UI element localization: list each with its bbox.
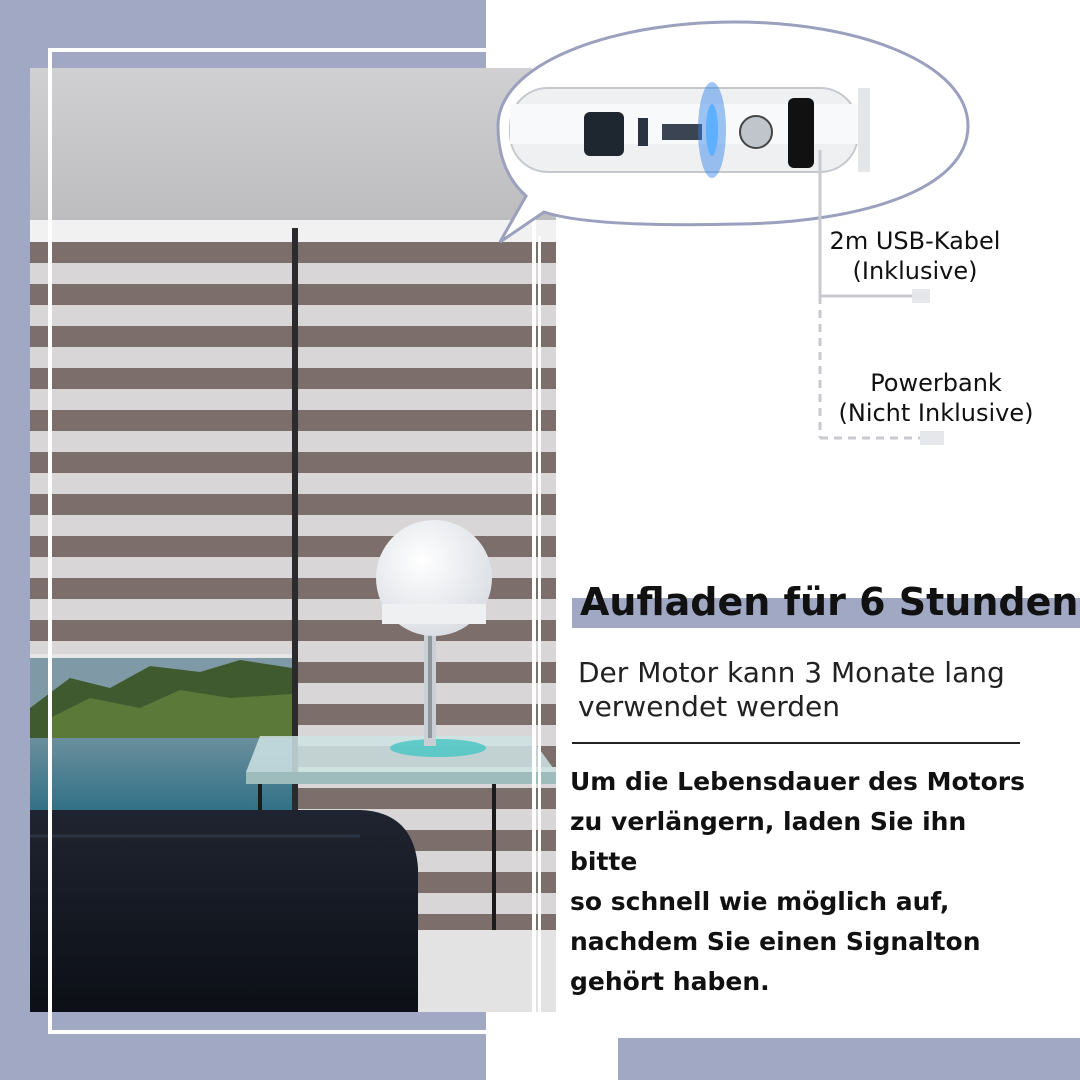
body-line: Um die Lebensdauer des Motors: [570, 767, 1025, 796]
decorative-frame: [48, 48, 536, 1034]
body-line: so schnell wie möglich auf,: [570, 887, 950, 916]
body-line: nachdem Sie einen Signalton: [570, 927, 981, 956]
powerbank-label: [808, 368, 1064, 428]
body-paragraph: [570, 762, 1040, 1002]
heading: Aufladen für 6 Stunden: [580, 580, 1079, 624]
powerbank-label-line1: Powerbank: [870, 369, 1002, 397]
decorative-line: [538, 236, 541, 1026]
usb-cable-label-line2: (Inklusive): [852, 257, 978, 285]
subtitle-line1: Der Motor kann 3 Monate lang: [578, 656, 1005, 689]
powerbank-label-line2: (Nicht Inklusive): [838, 399, 1034, 427]
divider-line: [572, 742, 1020, 744]
body-line: gehört haben.: [570, 967, 770, 996]
subtitle-line2: verwendet werden: [578, 690, 840, 723]
usb-cable-label: [800, 226, 1030, 286]
subtitle: [578, 656, 1048, 724]
accent-band-bottom: [618, 1038, 1080, 1080]
body-line: zu verlängern, laden Sie ihn bitte: [570, 807, 967, 876]
usb-cable-label-line1: 2m USB-Kabel: [829, 227, 1001, 255]
